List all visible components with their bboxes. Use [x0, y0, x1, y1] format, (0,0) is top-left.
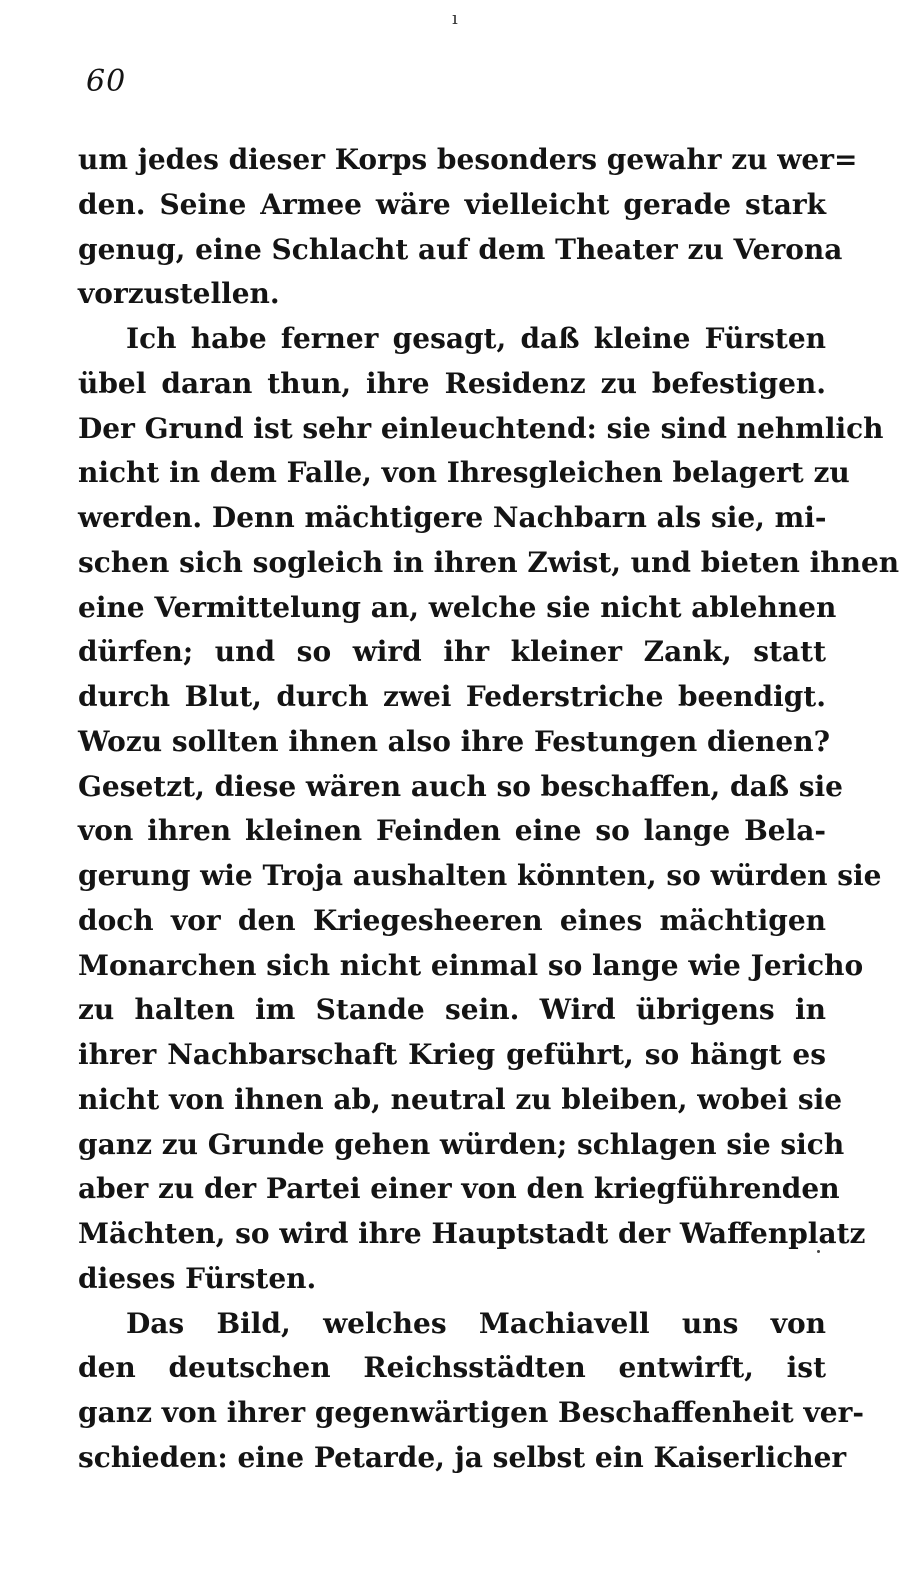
top-mark: ı	[452, 8, 458, 29]
text-line: vorzustellen.	[78, 277, 280, 311]
text-line: genug, eine Schlacht auf dem Theater zu Verona	[78, 232, 843, 266]
text-line: nicht in dem Falle, von Ihresgleichen belagert zu	[78, 456, 850, 490]
text-line: Der Grund ist sehr einleuchtend: sie sind nehmlich	[78, 411, 884, 445]
text-line: ganz von ihrer gegenwärtigen Beschaffenheit ver-	[78, 1396, 864, 1429]
body-text	[78, 138, 900, 1481]
text-line: Wozu sollten ihnen also ihre Festungen dienen?	[78, 724, 830, 758]
text-line: Gesetzt, diese wären auch so beschaffen, daß sie	[78, 769, 843, 803]
text-line: Monarchen sich nicht einmal so lange wie Jericho	[78, 948, 864, 982]
text-line: zu halten im Stande sein. Wird übrigens in	[78, 993, 826, 1027]
text-line: Ich habe ferner gesagt, daß kleine Fürsten	[126, 322, 826, 355]
text-line: gerung wie Troja aushalten könnten, so würden sie	[78, 859, 882, 892]
text-line: schen sich sogleich in ihren Zwist, und bieten ihnen	[78, 545, 900, 579]
text-line: ganz zu Grunde gehen würden; schlagen sie sich	[78, 1127, 845, 1161]
print-speck	[817, 1250, 820, 1253]
text-line: um jedes dieser Korps besonders gewahr zu wer=	[78, 143, 858, 176]
text-line: durch Blut, durch zwei Federstriche beendigt.	[78, 680, 826, 713]
text-line: von ihren kleinen Feinden eine so lange Bela-	[78, 814, 826, 848]
text-line: Das Bild, welches Machiavell uns von	[126, 1306, 826, 1340]
page-number: 60	[86, 64, 127, 99]
text-line: ihrer Nachbarschaft Krieg geführt, so hängt es	[78, 1038, 826, 1071]
text-line: doch vor den Kriegesheeren eines mächtigen	[78, 903, 826, 937]
text-line: schieden: eine Petarde, ja selbst ein Kaiserlicher	[78, 1440, 847, 1474]
text-line: werden. Denn mächtigere Nachbarn als sie, mi-	[78, 501, 827, 534]
text-line: den. Seine Armee wäre vielleicht gerade stark	[78, 187, 826, 221]
text-line: dürfen; und so wird ihr kleiner Zank, statt	[78, 635, 826, 669]
text-line: den deutschen Reichsstädten entwirft, ist	[78, 1351, 826, 1385]
text-line: dieses Fürsten.	[78, 1261, 317, 1295]
text-line: eine Vermittelung an, welche sie nicht ablehnen	[78, 590, 837, 624]
text-line: übel daran thun, ihre Residenz zu befestigen.	[78, 366, 826, 400]
text-line: aber zu der Partei einer von den kriegführenden	[78, 1172, 840, 1206]
text-line: Mächten, so wird ihre Hauptstadt der Waffenplatz	[78, 1217, 866, 1250]
text-line: nicht von ihnen ab, neutral zu bleiben, wobei sie	[78, 1082, 843, 1116]
